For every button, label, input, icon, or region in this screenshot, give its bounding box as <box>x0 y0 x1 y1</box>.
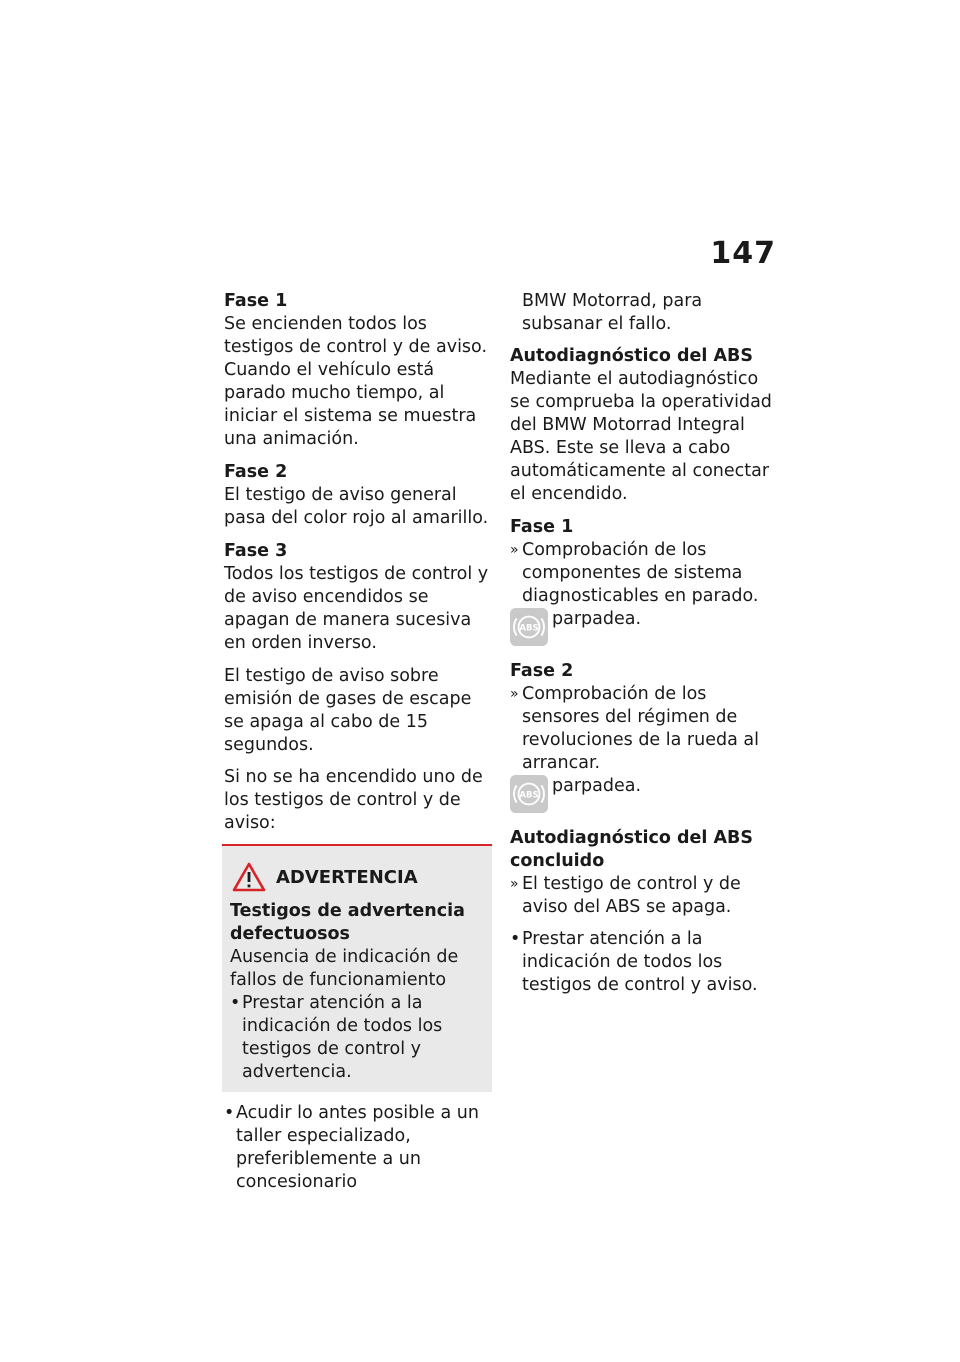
abs-fase1-section <box>510 516 778 646</box>
warning-box <box>222 844 492 1092</box>
bullet-marker: • <box>510 929 521 949</box>
step-marker: » <box>510 876 519 892</box>
fase1-heading: Fase 1 <box>224 291 288 311</box>
abs-fase2-heading: Fase 2 <box>510 661 574 681</box>
abs-fase2-steps <box>510 683 778 775</box>
list-item <box>510 539 778 608</box>
abs-fase1-icon-text: parpadea. <box>552 609 642 629</box>
abs-fase1-icon-row <box>510 608 778 646</box>
fase1-text-2: Cuando el vehículo está parado mucho tiempo, al iniciar el sistema se muestra una animación. <box>224 360 477 449</box>
abs-warning-light-icon <box>510 608 548 646</box>
concluido-section <box>510 827 778 997</box>
fase1-section <box>224 290 492 451</box>
list-item <box>510 928 778 997</box>
warning-bullets <box>230 992 480 1084</box>
abs-fase1-heading: Fase 1 <box>510 517 574 537</box>
fase2-heading: Fase 2 <box>224 462 288 482</box>
abs-fase2-step-text: Comprobación de los sensores del régimen de revoluciones de la rueda al arrancar. <box>522 684 759 773</box>
warning-label: ADVERTENCIA <box>276 866 418 888</box>
right-column <box>510 290 778 1007</box>
autodiag-heading: Autodiagnóstico del ABS <box>510 346 753 366</box>
step-marker: » <box>510 686 519 702</box>
abs-fase2-section <box>510 660 778 813</box>
abs-icon-label: ABS <box>519 623 539 634</box>
list-item <box>510 683 778 775</box>
step-marker: » <box>510 542 519 558</box>
acudir-text: Acudir lo antes posible a un taller especializado, preferiblemente a un concesionario <box>236 1103 479 1192</box>
list-item <box>510 873 778 919</box>
warning-triangle-icon <box>232 862 266 892</box>
acudir-list <box>224 1102 492 1194</box>
abs-fase2-icon-text: parpadea. <box>552 776 642 796</box>
warning-subtitle: Ausencia de indicación de fallos de funcionamiento <box>230 947 459 990</box>
abs-fase1-step-text: Comprobación de los componentes de sistema diagnosticables en parado. <box>522 540 759 606</box>
concluido-bullets <box>510 928 778 997</box>
fase3-text: Todos los testigos de control y de aviso encendidos se apagan de manera sucesiva en orden inverso. <box>224 564 489 653</box>
warning-bullet-text: Prestar atención a la indicación de todos los testigos de control y advertencia. <box>242 993 443 1082</box>
si-no-text: Si no se ha encendido uno de los testigos de control y de aviso: <box>224 767 483 833</box>
fase1-text-1: Se encienden todos los testigos de control y de aviso. <box>224 314 488 357</box>
warning-header <box>230 862 480 892</box>
concluido-heading: Autodiagnóstico del ABS concluido <box>510 828 753 871</box>
fase3-section <box>224 540 492 655</box>
fase2-text: El testigo de aviso general pasa del color rojo al amarillo. <box>224 485 489 528</box>
list-item <box>230 992 480 1084</box>
bullet-marker: • <box>224 1103 235 1123</box>
left-column <box>224 290 492 1203</box>
autodiag-section <box>510 345 778 506</box>
page-number: 147 <box>710 236 776 271</box>
gases-text: El testigo de aviso sobre emisión de gases de escape se apaga al cabo de 15 segundos. <box>224 666 472 755</box>
continued-text: BMW Motorrad, para subsanar el fallo. <box>522 291 703 334</box>
abs-fase2-icon-row <box>510 775 778 813</box>
list-item <box>224 1102 492 1194</box>
abs-fase1-steps <box>510 539 778 608</box>
concluido-bullet-text: Prestar atención a la indicación de todos los testigos de control y aviso. <box>522 929 758 995</box>
abs-icon-label: ABS <box>519 790 539 801</box>
fase3-heading: Fase 3 <box>224 541 288 561</box>
concluido-steps <box>510 873 778 919</box>
concluido-step-text: El testigo de control y de aviso del ABS se apaga. <box>522 874 741 917</box>
fase2-section <box>224 461 492 530</box>
abs-warning-light-icon <box>510 775 548 813</box>
warning-title: Testigos de advertencia defectuosos <box>230 901 465 944</box>
bullet-marker: • <box>230 993 241 1013</box>
autodiag-text: Mediante el autodiagnóstico se comprueba la operatividad del BMW Motorrad Integral ABS. Este se lleva a cabo automáticamente al conectar el encendido. <box>510 369 772 504</box>
